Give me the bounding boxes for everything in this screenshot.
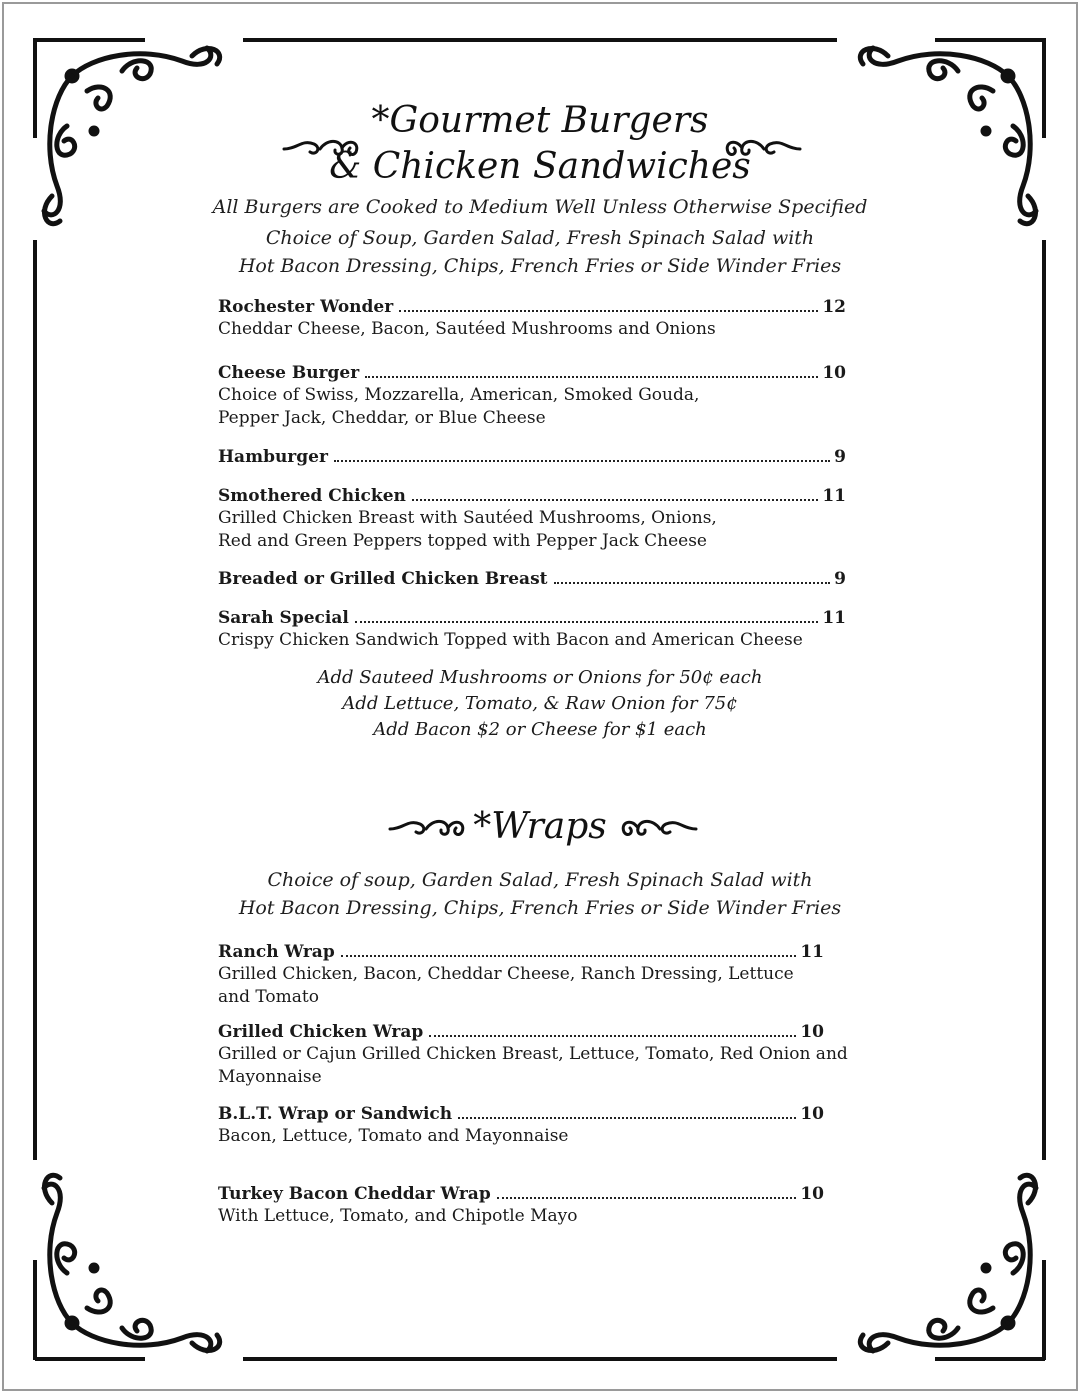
dot-leader (429, 1035, 796, 1037)
item-name: Hamburger (218, 447, 328, 467)
item-price: 11 (822, 486, 846, 506)
burgers-sides-line1: Choice of Soup, Garden Salad, Fresh Spinach Salad with (265, 227, 815, 249)
dot-leader (341, 955, 797, 957)
burgers-cooked-note: All Burgers are Cooked to Medium Well Unless Otherwise Specified (212, 196, 868, 218)
menu-item (218, 362, 846, 430)
item-price: 11 (822, 608, 846, 628)
flourish-corner-icon (848, 1163, 1048, 1363)
item-description: Grilled Chicken, Bacon, Cheddar Cheese, Ranch Dressing, Lettuce and Tomato (218, 964, 794, 1007)
dot-leader (554, 582, 831, 584)
item-description: Cheddar Cheese, Bacon, Sautéed Mushrooms and Onions (218, 319, 716, 339)
dot-leader (458, 1117, 796, 1119)
swirl-divider-icon (618, 814, 698, 844)
addon-line: Add Sauteed Mushrooms or Onions for 50¢ each (317, 667, 763, 688)
item-description: Crispy Chicken Sandwich Topped with Bacon and American Cheese (218, 630, 803, 650)
menu-item (218, 446, 846, 468)
item-price: 9 (834, 569, 846, 589)
item-name: Ranch Wrap (218, 942, 335, 962)
dot-leader (355, 621, 819, 623)
item-description: Grilled Chicken Breast with Sautéed Mushrooms, Onions, Red and Green Peppers topped with Pepper Jack Cheese (218, 508, 717, 551)
item-name: Sarah Special (218, 608, 349, 628)
item-price: 11 (800, 942, 824, 962)
item-name: Smothered Chicken (218, 486, 406, 506)
item-name: Grilled Chicken Wrap (218, 1022, 424, 1042)
burgers-title-line2: & Chicken Sandwiches (329, 146, 751, 187)
item-price: 10 (800, 1022, 824, 1042)
menu-item (218, 1183, 824, 1228)
item-name: Cheese Burger (218, 363, 360, 383)
swirl-divider-icon (722, 134, 802, 164)
item-description: Grilled or Cajun Grilled Chicken Breast, Lettuce, Tomato, Red Onion and Mayonnaise (218, 1044, 848, 1087)
item-name: B.L.T. Wrap or Sandwich (218, 1104, 453, 1124)
dot-leader (412, 499, 818, 501)
menu-item (218, 941, 824, 1009)
menu-item (218, 485, 846, 553)
menu-item (218, 1021, 848, 1089)
menu-item (218, 607, 846, 652)
frame-bottom-line (243, 1357, 837, 1361)
wraps-sides-line2: Hot Bacon Dressing, Chips, French Fries or Side Winder Fries (238, 897, 842, 919)
item-price: 10 (800, 1184, 824, 1204)
dot-leader (399, 310, 818, 312)
burgers-title-line1: *Gourmet Burgers (371, 100, 709, 141)
item-name: Breaded or Grilled Chicken Breast (218, 569, 548, 589)
burgers-sides-line2: Hot Bacon Dressing, Chips, French Fries or Side Winder Fries (238, 255, 842, 277)
menu-item (218, 296, 846, 341)
menu-item (218, 568, 846, 590)
item-price: 12 (822, 297, 846, 317)
item-description: With Lettuce, Tomato, and Chipotle Mayo (218, 1206, 578, 1226)
item-name: Turkey Bacon Cheddar Wrap (218, 1184, 491, 1204)
flourish-corner-icon (32, 1163, 232, 1363)
item-name: Rochester Wonder (218, 297, 394, 317)
dot-leader (497, 1197, 797, 1199)
wraps-title: *Wraps (473, 806, 607, 847)
addon-line: Add Lettuce, Tomato, & Raw Onion for 75¢ (342, 693, 738, 714)
item-description: Bacon, Lettuce, Tomato and Mayonnaise (218, 1126, 569, 1146)
item-description: Choice of Swiss, Mozzarella, American, Smoked Gouda, Pepper Jack, Cheddar, or Blue Cheese (218, 385, 700, 428)
dot-leader (334, 460, 830, 462)
swirl-divider-icon (282, 134, 362, 164)
dot-leader (365, 376, 818, 378)
item-price: 10 (800, 1104, 824, 1124)
wraps-sides-line1: Choice of soup, Garden Salad, Fresh Spinach Salad with (267, 869, 813, 891)
addon-line: Add Bacon $2 or Cheese for $1 each (373, 719, 707, 740)
item-price: 9 (834, 447, 846, 467)
menu-item (218, 1103, 824, 1148)
item-price: 10 (822, 363, 846, 383)
frame-top-line (243, 38, 837, 42)
